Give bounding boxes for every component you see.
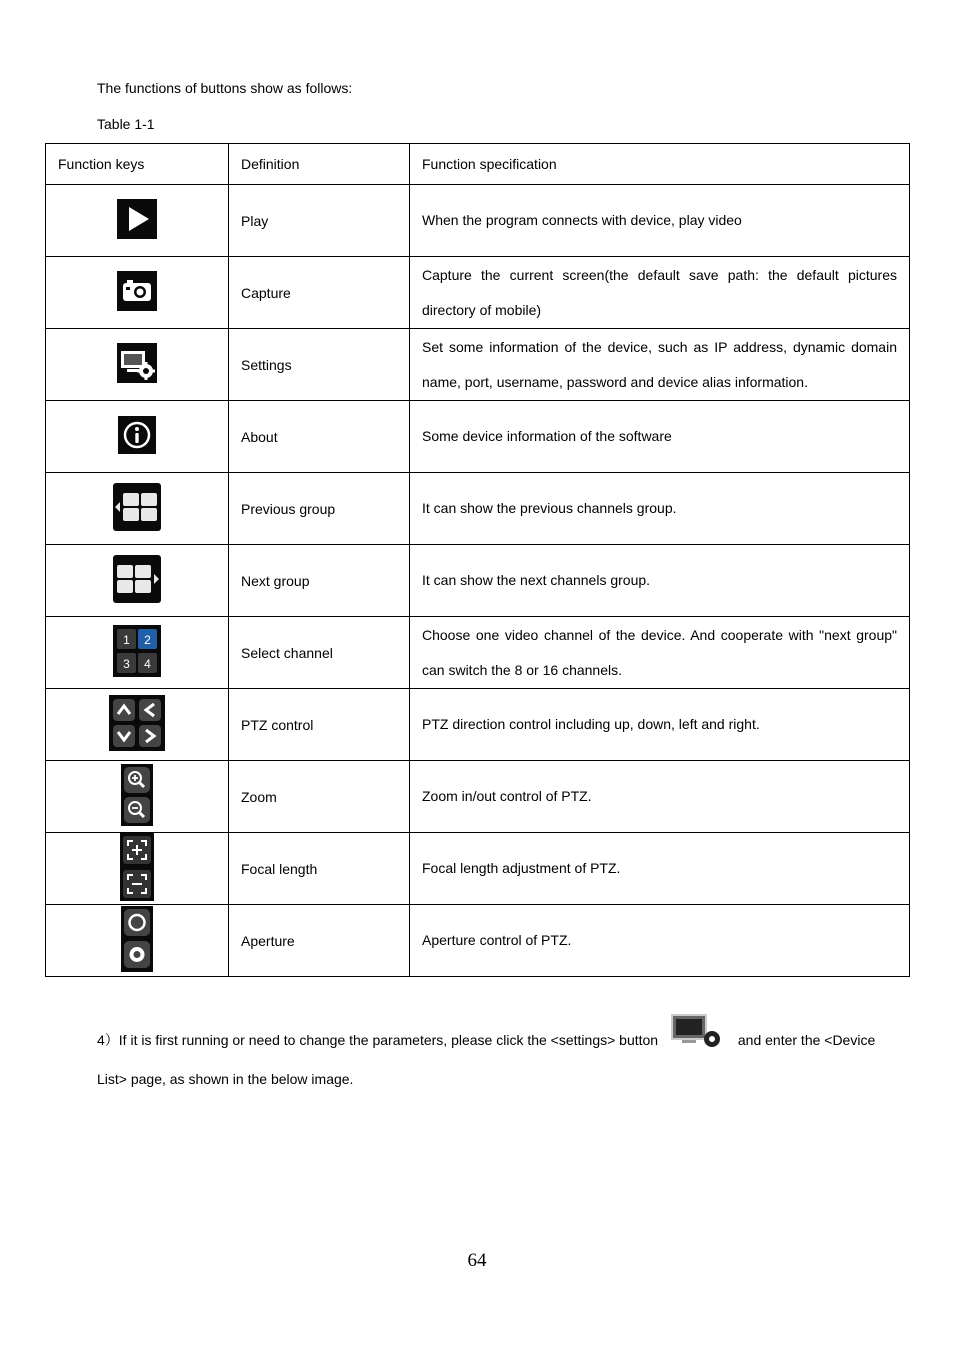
monitor-settings-gear-icon — [117, 343, 157, 386]
definition-cell: Select channel — [229, 617, 410, 689]
table-row — [46, 905, 910, 977]
table-row — [46, 401, 910, 473]
definition-cell: Capture — [229, 257, 410, 329]
spec-cell: When the program connects with device, play video — [410, 185, 910, 257]
ptz-direction-arrows-icon — [109, 695, 165, 754]
focal-length-icon — [120, 833, 154, 904]
definition-cell: Next group — [229, 545, 410, 617]
table-row — [46, 545, 910, 617]
header-function-specification: Function specification — [410, 144, 910, 185]
channel-number: 2 — [144, 633, 151, 647]
table-row — [46, 257, 910, 329]
zoom-in-out-icon — [121, 764, 153, 829]
channel-number: 3 — [123, 657, 130, 671]
spec-cell: Choose one video channel of the device. And cooperate with "next group" can switch the 8 or 16 channels. — [410, 617, 910, 689]
aperture-icon — [121, 906, 153, 975]
channel-number: 1 — [123, 633, 130, 647]
paragraph-text-end: and enter the <Device List> page, as shown in the below image. — [97, 1032, 876, 1087]
spec-cell: Aperture control of PTZ. — [410, 905, 910, 977]
channel-number: 4 — [144, 657, 151, 671]
definition-cell: Aperture — [229, 905, 410, 977]
intro-text: The functions of buttons show as follows: — [97, 80, 353, 96]
spec-cell: It can show the previous channels group. — [410, 473, 910, 545]
spec-cell: Zoom in/out control of PTZ. — [410, 761, 910, 833]
table-row — [46, 473, 910, 545]
definition-cell: Play — [229, 185, 410, 257]
definition-cell: PTZ control — [229, 689, 410, 761]
spec-cell: PTZ direction control including up, down, left and right. — [410, 689, 910, 761]
table-row — [46, 761, 910, 833]
definition-cell: Zoom — [229, 761, 410, 833]
spec-cell: Focal length adjustment of PTZ. — [410, 833, 910, 905]
next-group-icon — [113, 555, 161, 606]
definition-cell: Settings — [229, 329, 410, 401]
play-icon — [117, 199, 157, 242]
page-number: 64 — [467, 1250, 487, 1271]
header-definition: Definition — [229, 144, 410, 185]
instruction-paragraph — [97, 1024, 877, 1096]
table-row — [46, 617, 910, 689]
spec-cell: Some device information of the software — [410, 401, 910, 473]
definition-cell: Previous group — [229, 473, 410, 545]
table-header-row — [46, 144, 910, 185]
previous-group-icon — [113, 483, 161, 534]
table-caption: Table 1-1 — [97, 116, 155, 132]
spec-cell: Capture the current screen(the default save path: the default pictures directory of mobile) — [410, 257, 910, 329]
settings-monitor-icon — [670, 1030, 726, 1063]
header-function-keys: Function keys — [46, 144, 229, 185]
table-row — [46, 833, 910, 905]
spec-cell: Set some information of the device, such as IP address, dynamic domain name, port, username, password and device alias information. — [410, 329, 910, 401]
definition-cell: Focal length — [229, 833, 410, 905]
info-icon — [118, 416, 156, 457]
paragraph-text-start: 4）If it is first running or need to change the parameters, please click the <settings> button — [97, 1032, 659, 1048]
function-table — [45, 143, 910, 977]
definition-cell: About — [229, 401, 410, 473]
channel-select-grid-icon — [113, 625, 161, 680]
capture-camera-icon — [117, 271, 157, 314]
table-row — [46, 185, 910, 257]
table-row — [46, 329, 910, 401]
spec-cell: It can show the next channels group. — [410, 545, 910, 617]
table-row — [46, 689, 910, 761]
